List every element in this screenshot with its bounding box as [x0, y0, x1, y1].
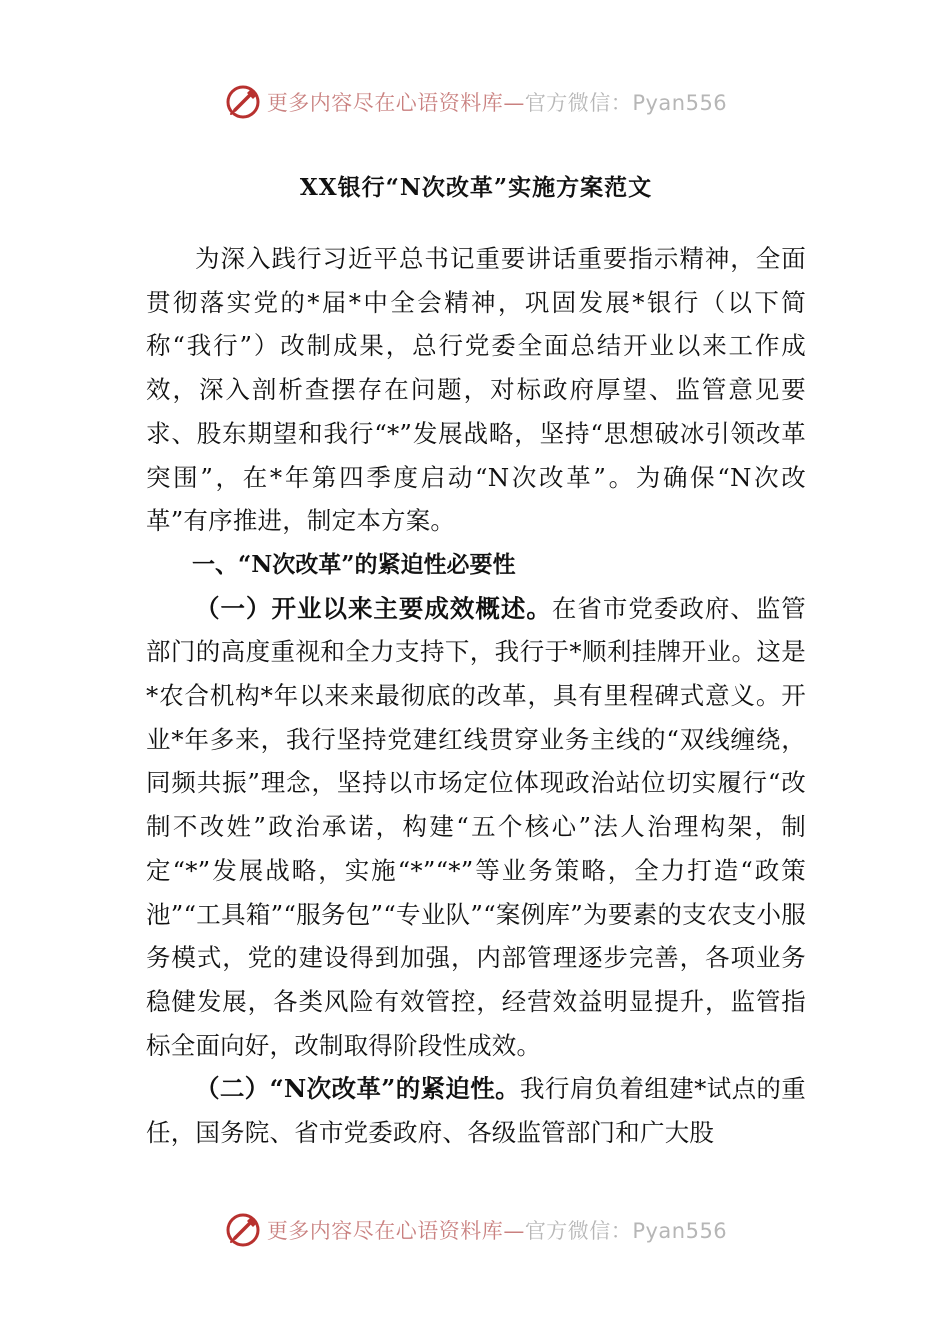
subsection-2-body: 我行肩负着组建*试点的重任，国务院、省市党委政府、各级监管部门和广大股	[146, 1074, 806, 1148]
watermark-text: 更多内容尽在心语资料库—官方微信：Pyan556	[266, 1219, 728, 1243]
footer-watermark	[0, 1208, 950, 1252]
document-body	[146, 166, 806, 1155]
intro-paragraph: 为深入践行习近平总书记重要讲话重要指示精神，全面贯彻落实党的*届*中全会精神，巩固发展*银行（以下简称“我行”）改制成果，总行党委全面总结开业以来工作成效，深入剖析查摆存在问题，对标政府厚望、监管意见要求、股东期望和我行“*”发展战略，坚持“思想破冰引领改革突围”，在*年第四季度启动“N次改革”。为确保“N次改革”有序推进，制定本方案。	[146, 244, 806, 536]
pen-logo-icon	[223, 82, 263, 122]
header-watermark	[0, 80, 950, 124]
subsection-2-heading: （二）“N次改革”的紧迫性。	[195, 1074, 521, 1104]
pen-logo-icon	[223, 1210, 263, 1250]
subsection-1-body: 在省市党委政府、监管部门的高度重视和全力支持下，我行于*顺利挂牌开业。这是*农合机构*年以来来最彻底的改革，具有里程碑式意义。开业*年多来，我行坚持党建红线贯穿业务主线的“双线缠绕，同频共振”理念，坚持以市场定位体现政治站位切实履行“改制不改姓”政治承诺，构建“五个核心”法人治理构架，制定“*”发展战略，实施“*”“*”等业务策略，全力打造“政策池”“工具箱”“服务包”“专业队”“案例库”为要素的支农支小服务模式，党的建设得到加强，内部管理逐步完善，各项业务稳健发展，各类风险有效管控，经营效益明显提升，监管指标全面向好，改制取得阶段性成效。	[146, 593, 806, 1060]
document-title: XX银行“N次改革”实施方案范文	[299, 174, 653, 201]
watermark-text: 更多内容尽在心语资料库—官方微信：Pyan556	[266, 91, 728, 115]
subsection-2-paragraph	[146, 1067, 806, 1154]
subsection-1-paragraph	[146, 587, 806, 1068]
subsection-1-heading: （一）开业以来主要成效概述。	[195, 593, 552, 623]
section-heading-1: 一、“N次改革”的紧迫性必要性	[192, 550, 516, 578]
